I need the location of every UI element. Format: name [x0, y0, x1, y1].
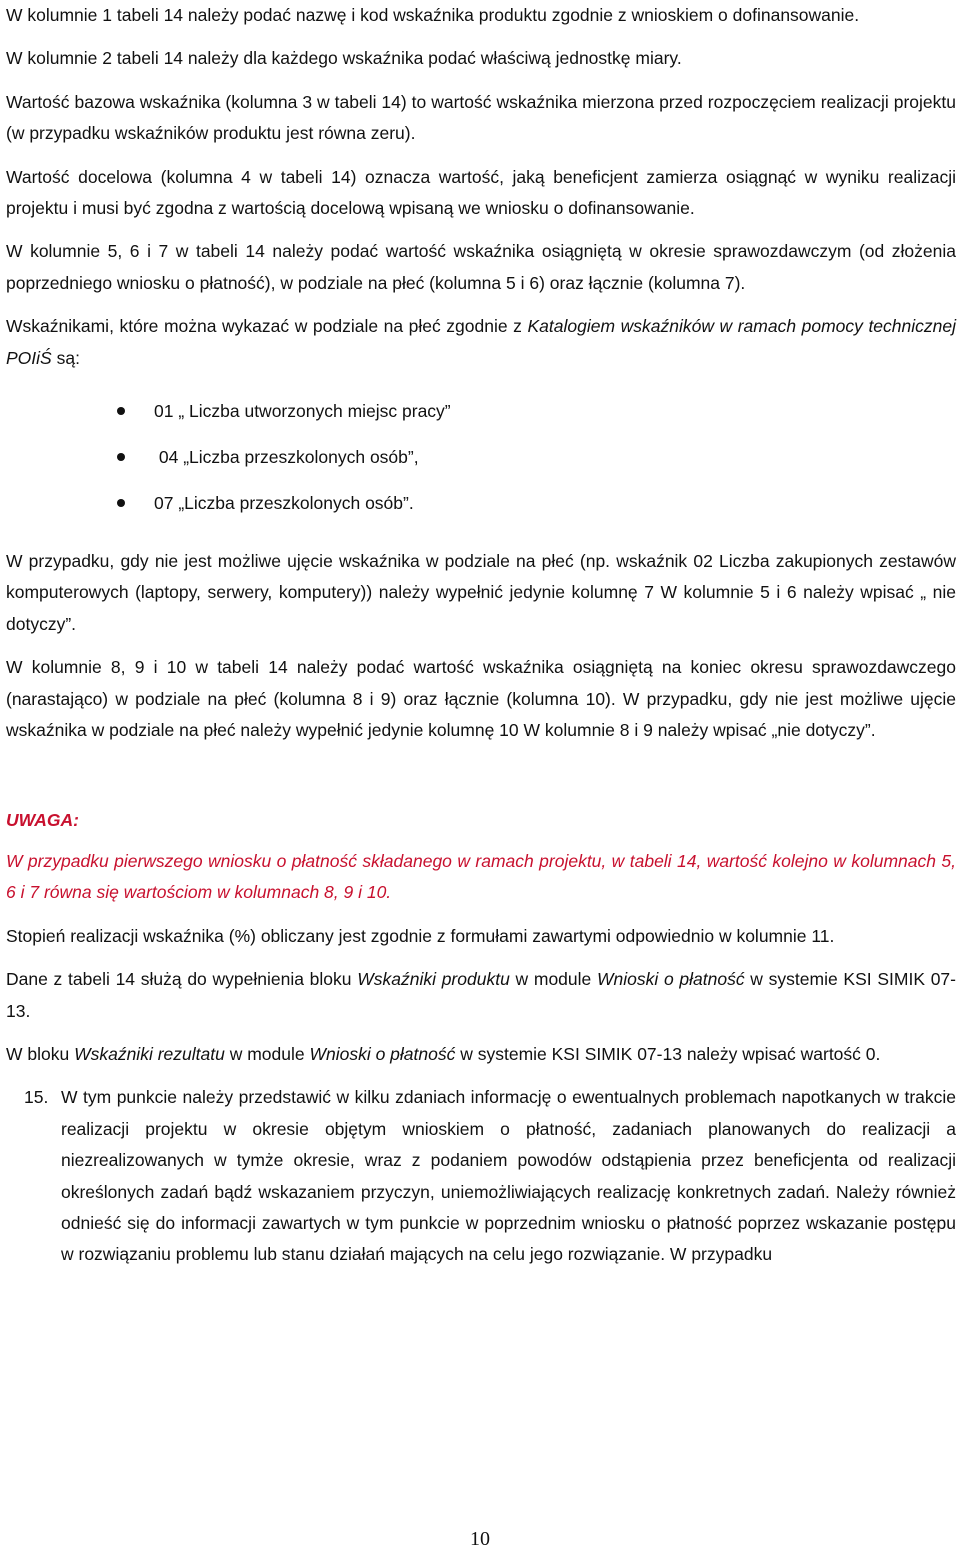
list-item-text: 01 „ Liczba utworzonych miejsc pracy”	[154, 401, 451, 422]
paragraph-column-1: W kolumnie 1 tabeli 14 należy podać nazwę i kod wskaźnika produktu zgodnie z wnioskiem o dofinansowanie.	[6, 5, 860, 25]
list-item-text: 04 „Liczba przeszkolonych osób”,	[154, 447, 419, 468]
bullet-icon	[117, 453, 125, 461]
bullet-icon	[117, 407, 125, 415]
paragraph-column-2: W kolumnie 2 tabeli 14 należy dla każdego wskaźnika podać właściwą jednostkę miary.	[6, 48, 682, 69]
block-name: Wskaźniki produktu	[357, 969, 510, 990]
indicator-list	[6, 388, 956, 526]
paragraph-gender-indicators	[6, 311, 956, 374]
paragraph-table-14-data	[6, 964, 956, 1027]
text-segment: w module	[224, 1043, 310, 1064]
paragraph-columns-5-7: W kolumnie 5, 6 i 7 w tabeli 14 należy podać wartość wskaźnika osiągniętą w okresie sprawozdawczym (od złożenia poprzedniego wniosku o płatność), w podziale na płeć (kolumna 5 i 6) oraz łącznie (kolumna 7).	[6, 241, 956, 293]
text-segment: W bloku	[6, 1043, 75, 1064]
item-number: 15.	[24, 1087, 49, 1108]
warning-note: W przypadku pierwszego wniosku o płatność składanego w ramach projektu, w tabeli 14, wartość kolejno w kolumnach 5, 6 i 7 równa się wartościom w kolumnach 8, 9 i 10.	[6, 850, 956, 903]
module-name: Wnioski o płatność	[596, 969, 745, 990]
text-segment: w systemie KSI SIMIK 07-13 należy wpisać wartość 0.	[455, 1043, 881, 1064]
paragraph-columns-8-10: W kolumnie 8, 9 i 10 w tabeli 14 należy podać wartość wskaźnika osiągniętą na koniec okresu sprawozdawczego (narastająco) w podziale na płeć (kolumna 8 i 9) oraz łącznie (kolumna 10). W przypadku, gdy nie jest możliwe ujęcie wskaźnika w podziale na płeć należy wypełnić jedynie kolumnę 10 W kolumnie 8 i 9 należy wpisać „nie dotyczy”.	[6, 657, 956, 741]
catalog-reference: Katalogiem wskaźników w ramach pomocy technicznej POIiŚ	[6, 316, 956, 368]
paragraph-target-value: Wartość docelowa (kolumna 4 w tabeli 14) oznacza wartość, jaką beneficjent zamierza osiągnąć w wyniku realizacji projektu i musi być zgodna z wartością docelową wpisaną we wniosku o dofinansowanie.	[6, 166, 956, 219]
paragraph-no-gender-split: W przypadku, gdy nie jest możliwe ujęcie wskaźnika w podziale na płeć (np. wskaźnik 02 Liczba zakupionych zestawów komputerowych (laptopy, serwery, komputery)) należy wypełnić jedynie kolumnę 7 W kolumnie 5 i 6 należy wpisać „ nie dotyczy”.	[6, 551, 956, 634]
paragraph-base-value: Wartość bazowa wskaźnika (kolumna 3 w tabeli 14) to wartość wskaźnika mierzona przed rozpoczęciem realizacji projektu (w przypadku wskaźników produktu jest równa zeru).	[6, 91, 956, 144]
text-segment: Dane z tabeli 14 służą do wypełnienia bloku	[6, 969, 358, 990]
list-item	[6, 434, 956, 480]
paragraph-result-indicators	[6, 1039, 956, 1070]
text-segment: Wskaźnikami, które można wykazać w podziale na płeć zgodnie z	[6, 316, 528, 337]
list-item-text: 07 „Liczba przeszkolonych osób”.	[154, 493, 414, 514]
paragraph-completion-rate: Stopień realizacji wskaźnika (%) obliczany jest zgodnie z formułami zawartymi odpowiednio w kolumnie 11.	[6, 925, 835, 946]
document-page	[6, 0, 956, 1271]
block-name: Wskaźniki rezultatu	[74, 1043, 225, 1064]
text-segment: w module	[509, 969, 597, 990]
module-name: Wnioski o płatność	[309, 1043, 456, 1064]
text-segment: w systemie KSI SIMIK 07-13.	[6, 969, 956, 1021]
warning-heading: UWAGA:	[6, 809, 79, 830]
bullet-icon	[117, 499, 125, 507]
numbered-item-15	[6, 1082, 956, 1270]
item-15-text: W tym punkcie należy przedstawić w kilku zdaniach informację o ewentualnych problemach napotkanych w trakcie realizacji projektu w okresie objętym wnioskiem o płatność, zadaniach planowanych do realizacji a niezrealizowanych w tymże okresie, wraz z podaniem powodów odstąpienia przez beneficjenta od realizacji określonych zadań bądź wskazaniem przyczyn, uniemożliwiających realizację konkretnych zadań. Należy również odnieść się do informacji zawartych w tym punkcie w poprzednim wniosku o płatność poprzez wskazanie postępu w rozwiązaniu problemu lub stanu działań mających na celu jego rozwiązanie. W przypadku	[61, 1087, 956, 1265]
text-segment: są:	[51, 347, 80, 368]
list-item	[6, 480, 956, 526]
page-number: 10	[470, 1528, 490, 1550]
list-item	[6, 388, 956, 434]
